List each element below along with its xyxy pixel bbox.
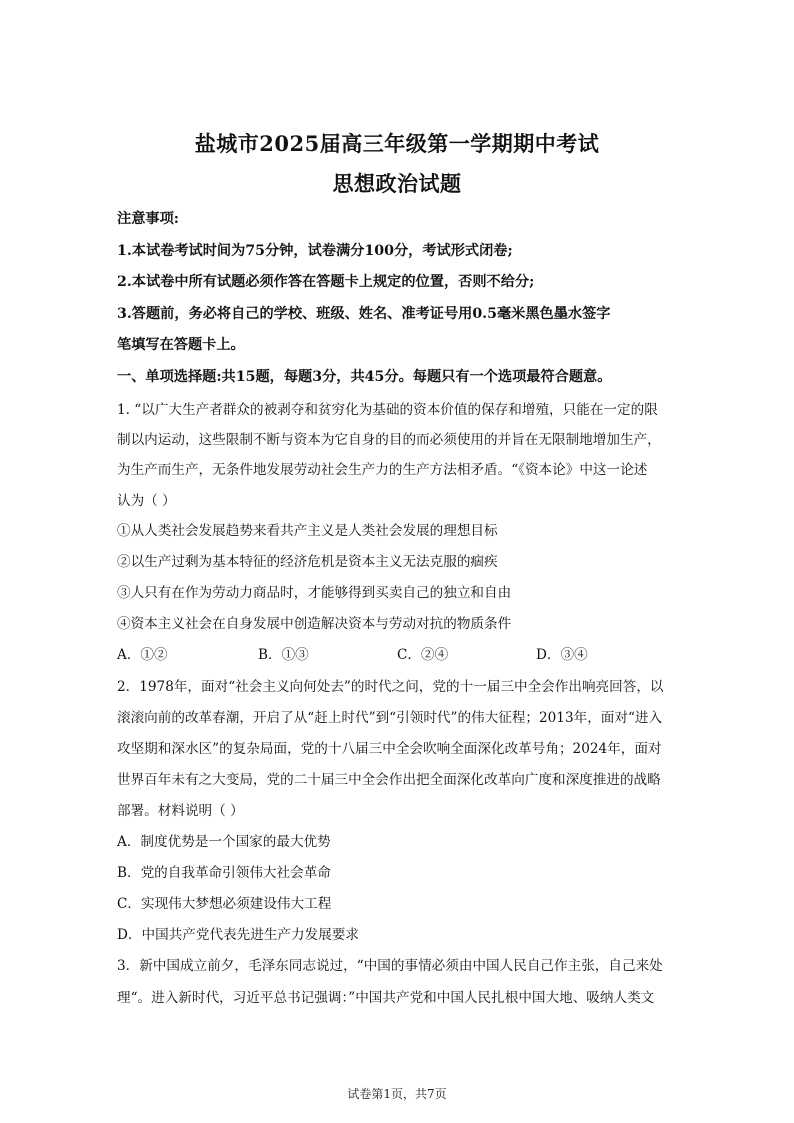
option-a: A．制度优势是一个国家的最大优势 xyxy=(117,834,331,850)
notice-item: 2.本试卷中所有试题必须作答在答题卡上规定的位置，否则不给分; xyxy=(117,274,535,290)
notice-item: 笔填写在答题卡上。 xyxy=(117,337,245,353)
section-heading: 一、单项选择题:共15题，每题3分，共45分。每题只有一个选项最符合题意。 xyxy=(117,369,612,385)
option-b: B．①③ xyxy=(258,647,309,663)
option-d: D．③④ xyxy=(536,647,588,663)
question-2-line: 部署。材料说明（ ） xyxy=(117,803,244,819)
option-d: D．中国共产党代表先进生产力发展要求 xyxy=(117,927,359,943)
notice-heading: 注意事项: xyxy=(117,211,179,227)
question-1-line: 制以内运动，这些限制不断与资本为它自身的目的而必须使用的并旨在无限制地增加生产， xyxy=(117,432,661,448)
option-c: C．实现伟大梦想必须建设伟大工程 xyxy=(117,896,332,912)
exam-subtitle: 思想政治试题 xyxy=(332,171,462,196)
question-2-line: 攻坚期和深水区”的复杂局面，党的十八届三中全会吹响全面深化改革号角；2024年，面对 xyxy=(117,741,662,757)
notice-item: 1.本试卷考试时间为75分钟，试卷满分100分，考试形式闭卷; xyxy=(117,243,513,259)
question-3-line: 理“。进入新时代，习近平总书记强调：”中国共产党和中国人民扎根中国大地、吸纳人类文 xyxy=(117,990,655,1006)
notice-item: 3.答题前，务必将自己的学校、班级、姓名、准考证号用0.5毫米黑色墨水签字 xyxy=(117,306,611,322)
option-c: C．②④ xyxy=(397,647,449,663)
question-2-line: 滚滚向前的改革春潮，开启了从“赶上时代”到“引领时代”的伟大征程；2013年，面对“进入 xyxy=(117,710,663,726)
question-2-line: 2．1978年，面对“社会主义向何处去”的时代之问，党的十一届三中全会作出响亮回答，以 xyxy=(117,679,664,695)
option-a: A．①② xyxy=(117,647,168,663)
question-2-line: 世界百年未有之大变局，党的二十届三中全会作出把全面深化改革向广度和深度推进的战略 xyxy=(117,772,661,788)
page-footer: 试卷第1页，共7页 xyxy=(347,1087,447,1101)
question-3-line: 3．新中国成立前夕，毛泽东同志说过，“中国的事情必须由中国人民自己作主张，自己来处 xyxy=(117,958,663,974)
question-1-statement: ①从人类社会发展趋势来看共产主义是人类社会发展的理想目标 xyxy=(117,523,498,539)
exam-title: 盐城市2025届高三年级第一学期期中考试 xyxy=(194,131,600,156)
question-1-statement: ③人只有在作为劳动力商品时，才能够得到买卖自己的独立和自由 xyxy=(117,585,512,601)
question-1-statement: ④资本主义社会在自身发展中创造解决资本与劳动对抗的物质条件 xyxy=(117,616,512,632)
question-1-line: 1. “以广大生产者群众的被剥夺和贫穷化为基础的资本价值的保存和增殖，只能在一定的限 xyxy=(117,402,658,418)
question-1-line: 认为（ ） xyxy=(117,493,176,509)
option-b: B．党的自我革命引领伟大社会革命 xyxy=(117,865,331,881)
question-1-statement: ②以生产过剩为基本特征的经济危机是资本主义无法克服的痼疾 xyxy=(117,554,498,570)
question-1-line: 为生产而生产，无条件地发展劳动社会生产力的生产方法相矛盾。“《资本论》中这一论述 xyxy=(117,462,648,478)
